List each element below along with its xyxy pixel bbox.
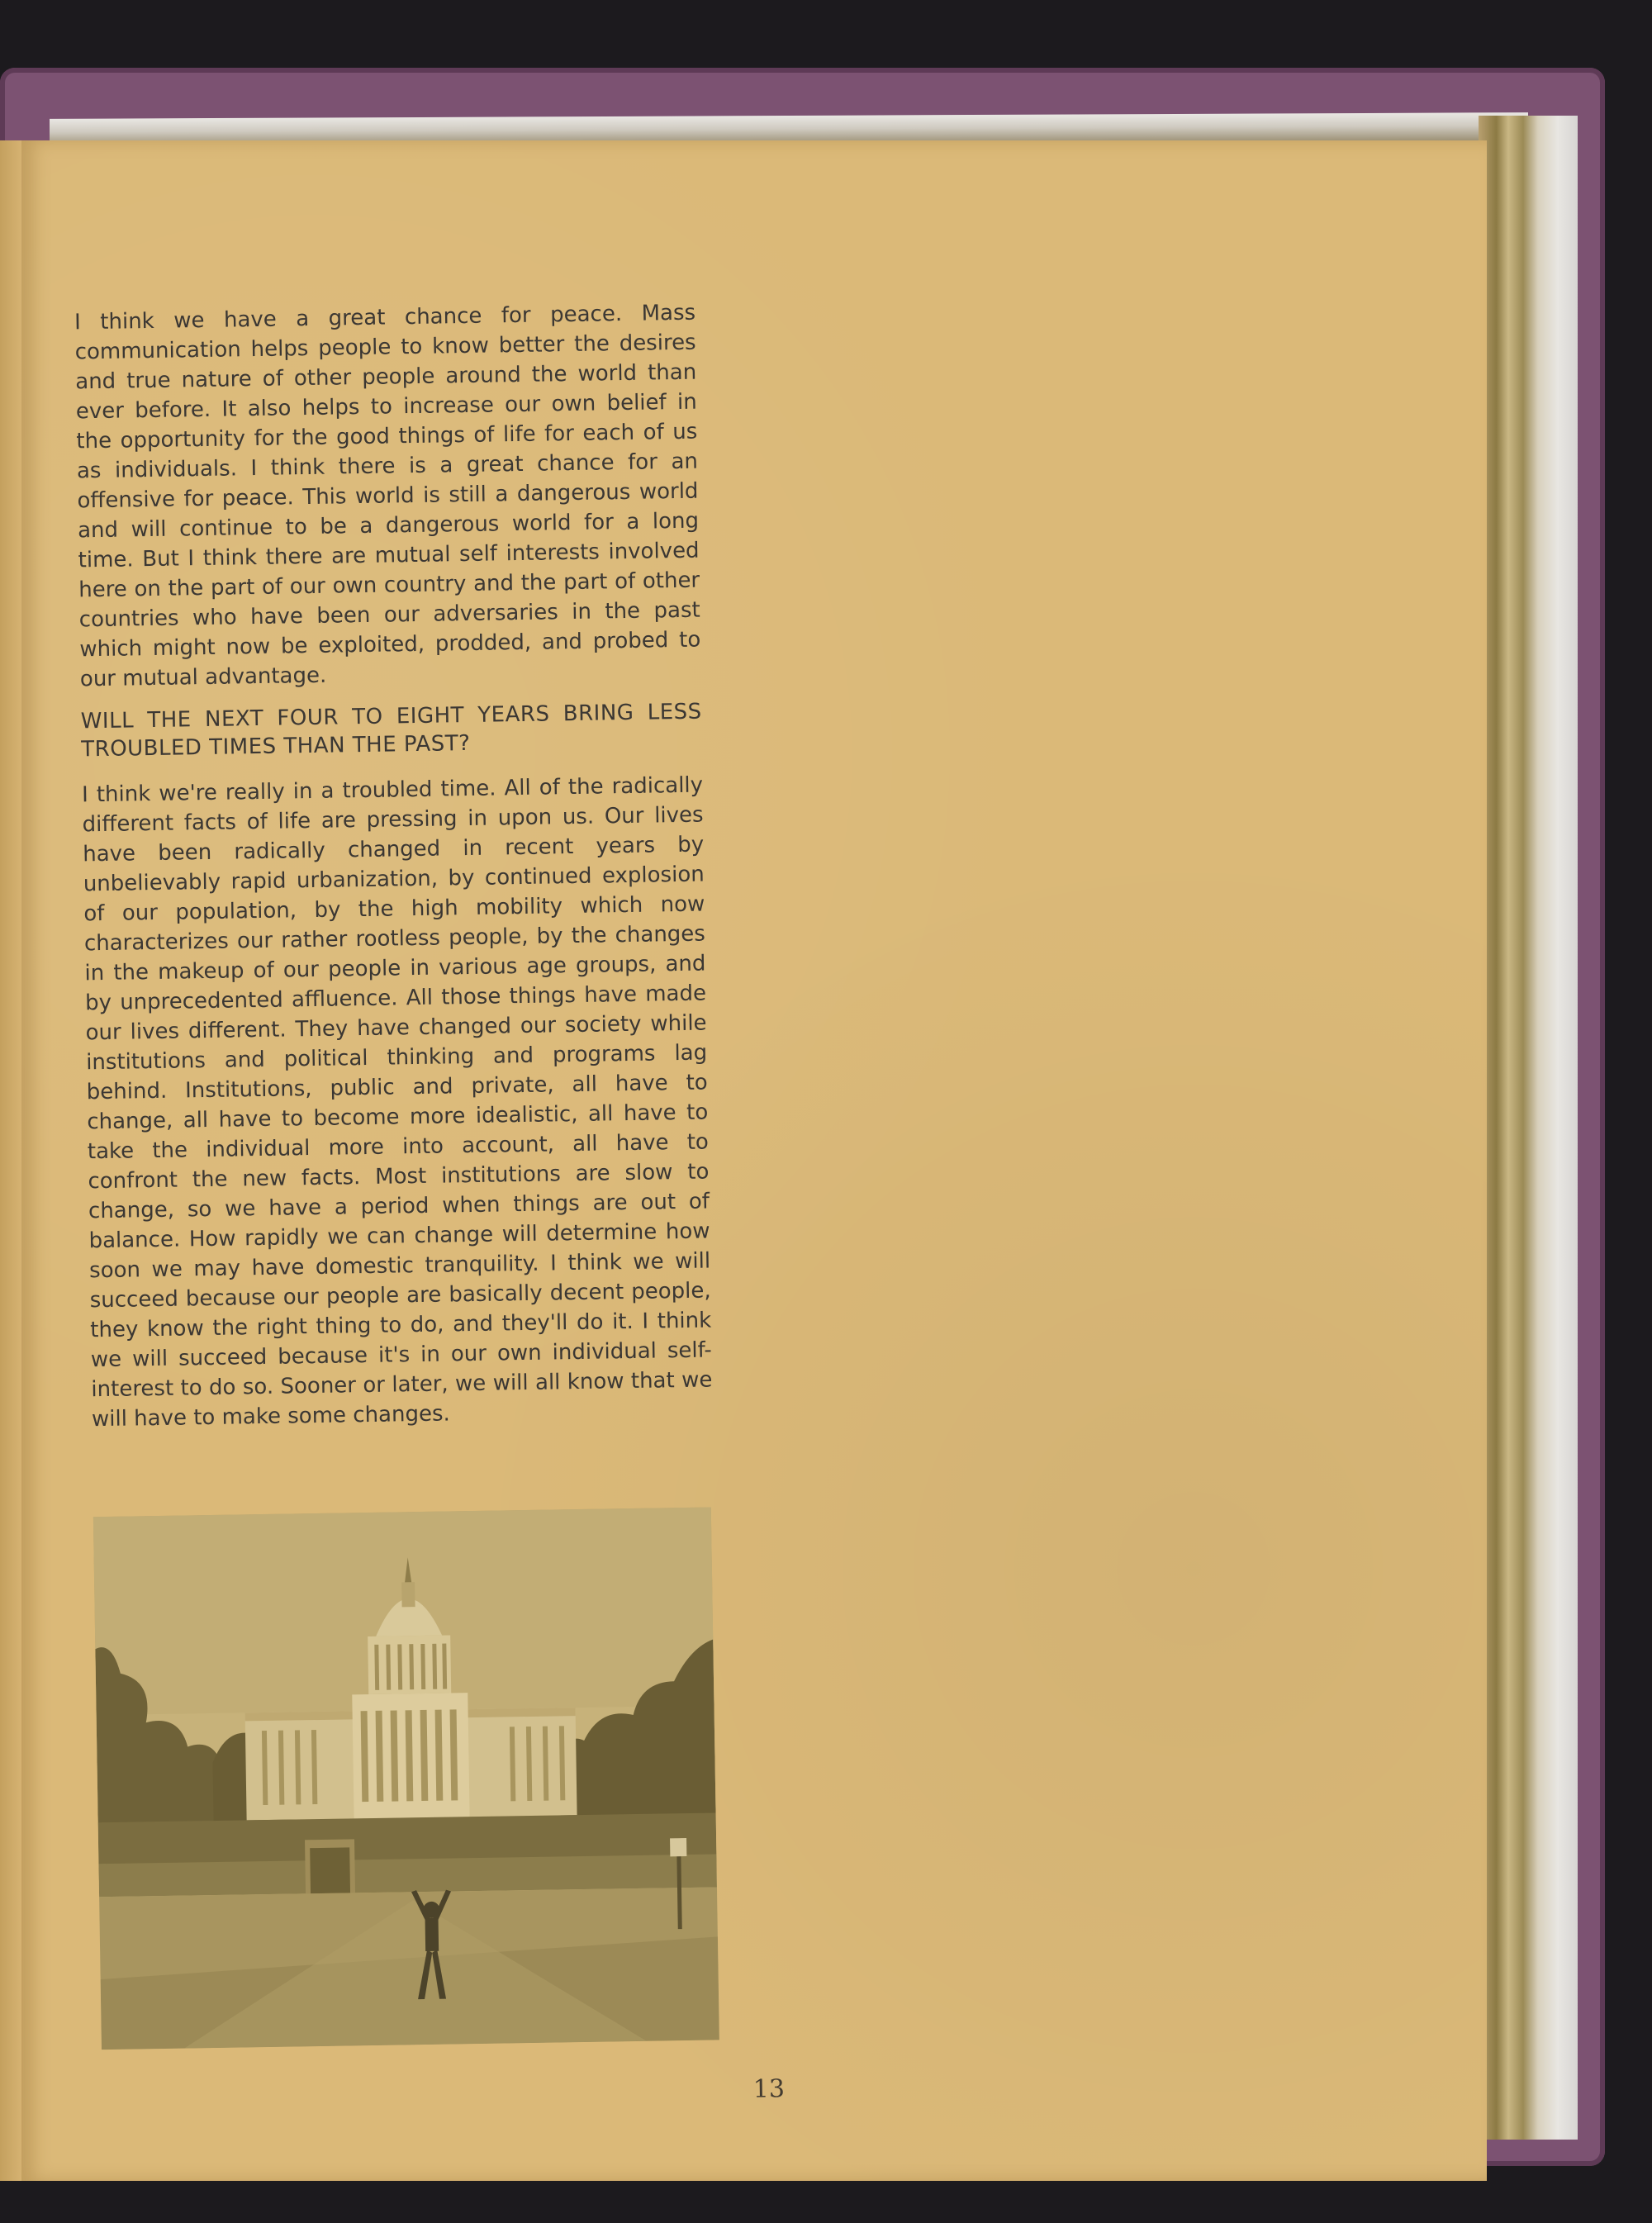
page-content: [7, 124, 1505, 2187]
paragraph-troubled-times: I think we're really in a troubled time. All of the radically different facts of life are pressing in upon us. Our lives have been radically changed in recent years by unbelievably rapid urbanization, by continued explosion of our population, by the high mobility which now characterizes our rather rootless people, by the changes in the makeup of our people in various age groups, and by unprecedented affluence. All those things have made our lives different. They have changed our society while institutions and political thinking and programs lag behind. Institutions, public and private, all have to change, all have to become more idealistic, all have to take the individual more into account, all have to confront the new facts. Most institutions are slow to change, so we have a period when things are out of balance. How rapidly we can change will determine how soon we may have domestic tranquility. I think we will succeed because our people are basically decent people, they know the right thing to do, and they'll do it. I think we will succeed because it's in our own individual self-interest to do so. Sooner or later, we will all know that we will have to make some changes.: [81, 772, 713, 1432]
page-number: 13: [752, 2074, 786, 2104]
paragraph-peace: I think we have a great chance for peace. Mass communication helps people to know better the desires and true nature of other people around the world than ever before. It also helps to increase our own belief in the opportunity for the good things of life for each of us as individuals. I think there is a great chance for an offensive for peace. This world is still a dangerous world and will continue to be a dangerous world for a long time. But I think there are mutual self interests involved here on the part of our own country and the part of other countries who have been our adversaries in the past which might now be exploited, prodded, and probed to our mutual advantage.: [74, 300, 701, 692]
capitol-building-photo-icon: [93, 1507, 719, 2050]
question-heading: WILL THE NEXT FOUR TO EIGHT YEARS BRING LESS TROUBLED TIMES THAN THE PAST?: [80, 699, 702, 762]
book-page: [21, 140, 1487, 2181]
text-column: [74, 298, 714, 1448]
capitol-photo: [93, 1507, 719, 2050]
